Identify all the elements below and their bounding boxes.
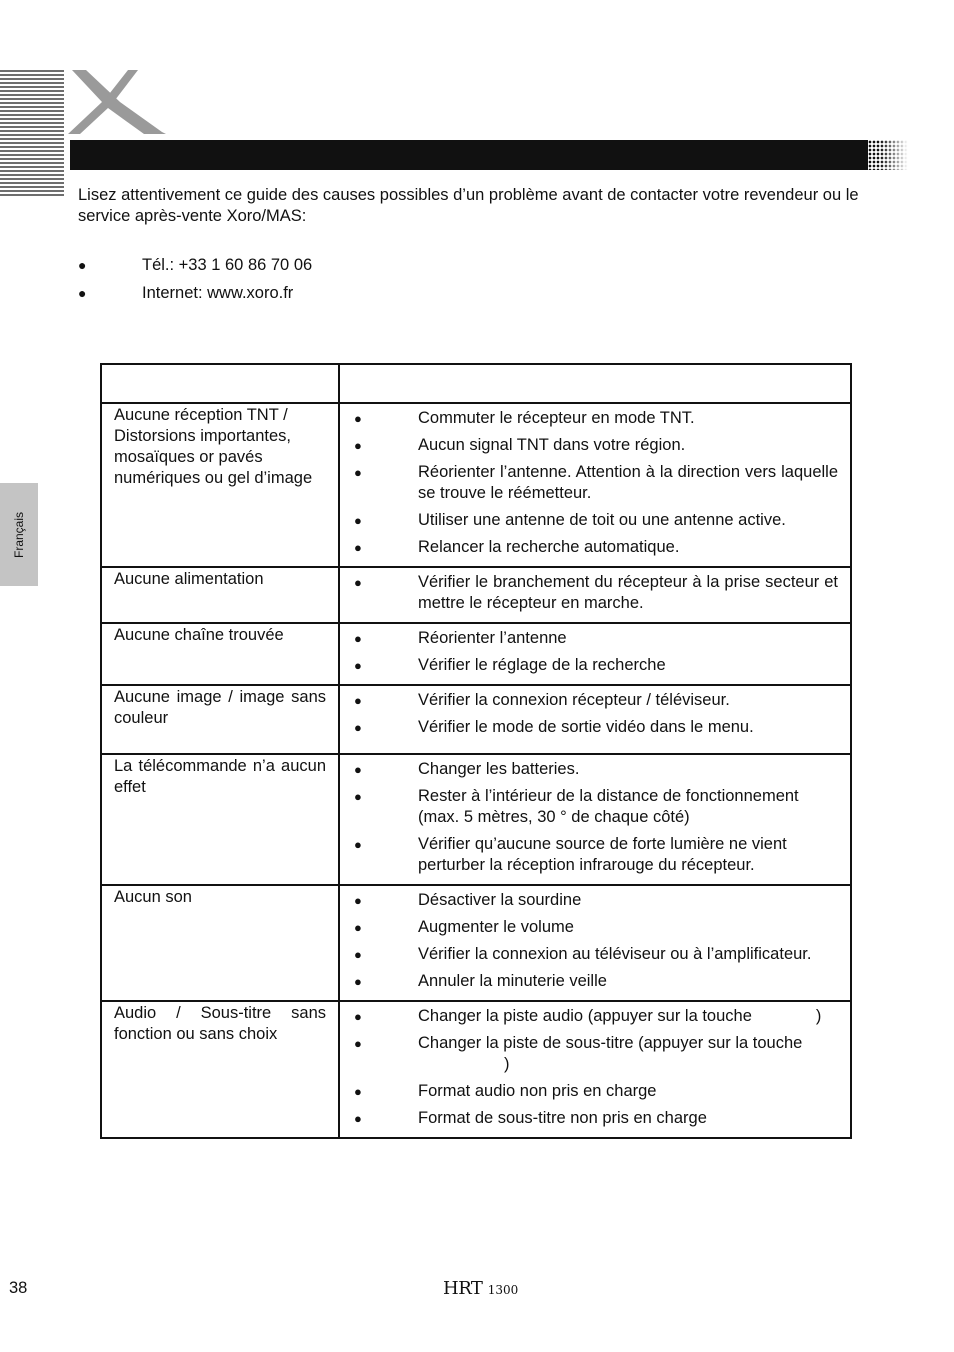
problem-cell: Aucun son	[101, 885, 339, 1001]
bullet-icon: ●	[354, 658, 362, 673]
solution-item: ● Rester à l’intérieur de la distance de fonctionnement (max. 5 mètres, 30 ° de chaque côté)	[354, 787, 799, 826]
table-row	[101, 754, 851, 885]
solution-item: ● Réorienter l’antenne	[354, 629, 567, 647]
header-cell-solution	[339, 364, 851, 403]
model-number: 1300	[487, 1283, 519, 1297]
solution-item: ● Commuter le récepteur en mode TNT.	[354, 409, 695, 427]
solution-item: ● Vérifier le mode de sortie vidéo dans le menu.	[354, 718, 754, 736]
bullet-icon: ●	[354, 974, 362, 989]
table-header-row	[101, 364, 851, 403]
problem-cell: Aucune chaîne trouvée	[101, 623, 339, 685]
solution-cell	[339, 623, 851, 685]
bullet-icon: ●	[354, 947, 362, 962]
header-stripes	[0, 70, 64, 196]
problem-cell: Aucune image / image sans couleur	[101, 685, 339, 754]
solution-item: ● Vérifier le réglage de la recherche	[354, 656, 666, 674]
bullet-icon: ●	[354, 1084, 362, 1099]
table-row	[101, 567, 851, 623]
bullet-icon: ●	[354, 465, 362, 480]
bullet-icon: ●	[354, 837, 362, 852]
table-row	[101, 623, 851, 685]
bullet-icon: ●	[354, 720, 362, 735]
solution-item: ● Changer la piste de sous-titre (appuyer sur la touche )	[354, 1034, 803, 1073]
solution-item: ● Augmenter le volume	[354, 918, 574, 936]
intro-text: Lisez attentivement ce guide des causes possibles d’un problème avant de contacter votre revendeur ou le service après-vente Xoro/MAS:	[78, 186, 859, 225]
language-label: Français	[12, 511, 26, 558]
bullet-icon: ●	[354, 1009, 362, 1024]
table-row	[101, 1001, 851, 1138]
table-row	[101, 403, 851, 567]
solution-cell	[339, 1001, 851, 1138]
problem-cell: La télécommande n’a aucun effet	[101, 754, 339, 885]
table-row	[101, 685, 851, 754]
troubleshooting-table	[100, 363, 852, 1139]
closing-paren: )	[815, 1007, 822, 1025]
solution-item: ● Réorienter l’antenne. Attention à la direction vers laquelle se trouve le réémetteur.	[354, 463, 838, 502]
bullet-icon: ●	[354, 1111, 362, 1126]
bullet-icon: ●	[354, 693, 362, 708]
closing-paren: )	[504, 1055, 510, 1073]
solution-item: ● Relancer la recherche automatique.	[354, 538, 680, 556]
solution-item: ● Vérifier qu’aucune source de forte lumière ne vient perturber la réception infrarouge du récepteur.	[354, 835, 787, 874]
contact-phone-text: Tél.: +33 1 60 86 70 06	[142, 256, 313, 274]
bullet-icon: ●	[354, 575, 362, 590]
solution-item: ● Format de sous-titre non pris en charge	[354, 1109, 707, 1127]
solution-item: ● Format audio non pris en charge	[354, 1082, 657, 1100]
solution-item: ● Désactiver la sourdine	[354, 891, 582, 909]
header-cell-problem	[101, 364, 339, 403]
solution-item: ● Annuler la minuterie veille	[354, 972, 607, 990]
bullet-icon: ●	[354, 631, 362, 646]
bullet-icon: ●	[354, 789, 362, 804]
solution-cell	[339, 885, 851, 1001]
section-title-dots	[868, 140, 908, 170]
problem-cell: Audio / Sous-titre sans fonction ou sans choix	[101, 1001, 339, 1138]
solution-item: ● Aucun signal TNT dans votre région.	[354, 436, 686, 454]
bullet-icon: ●	[354, 513, 362, 528]
solution-item: ● Changer les batteries.	[354, 760, 580, 778]
page-number: 38	[9, 1279, 28, 1297]
solution-cell	[339, 567, 851, 623]
problem-cell: Aucune alimentation	[101, 567, 339, 623]
bullet-icon: ●	[354, 762, 362, 777]
problem-cell: Aucune réception TNT / Distorsions importantes, mosaïques or pavés numériques ou gel d’image	[101, 403, 339, 567]
bullet-icon: ●	[354, 411, 362, 426]
bullet-icon: ●	[78, 257, 87, 273]
model-label: HRT	[443, 1278, 483, 1299]
model-name	[443, 1278, 518, 1299]
bullet-icon: ●	[78, 285, 87, 301]
bullet-icon: ●	[354, 920, 362, 935]
solution-item: ● Vérifier le branchement du récepteur à la prise secteur et mettre le récepteur en marche.	[354, 573, 838, 612]
table-row	[101, 885, 851, 1001]
solution-item: ● Vérifier la connexion au téléviseur ou à l’amplificateur.	[354, 945, 812, 963]
solution-cell	[339, 685, 851, 754]
bullet-icon: ●	[354, 540, 362, 555]
section-title-bar	[70, 140, 868, 170]
bullet-icon: ●	[354, 893, 362, 908]
solution-item: ● Vérifier la connexion récepteur / téléviseur.	[354, 691, 730, 709]
bullet-icon: ●	[354, 438, 362, 453]
bullet-icon: ●	[354, 1036, 362, 1051]
solution-item: ● Utiliser une antenne de toit ou une antenne active.	[354, 511, 786, 529]
solution-item: ● Changer la piste audio (appuyer sur la touche )	[354, 1007, 822, 1025]
solution-cell	[339, 754, 851, 885]
language-side-tab	[0, 483, 38, 586]
contact-internet-text: Internet: www.xoro.fr	[142, 284, 294, 302]
solution-cell	[339, 403, 851, 567]
xoro-logo-icon	[66, 68, 168, 136]
